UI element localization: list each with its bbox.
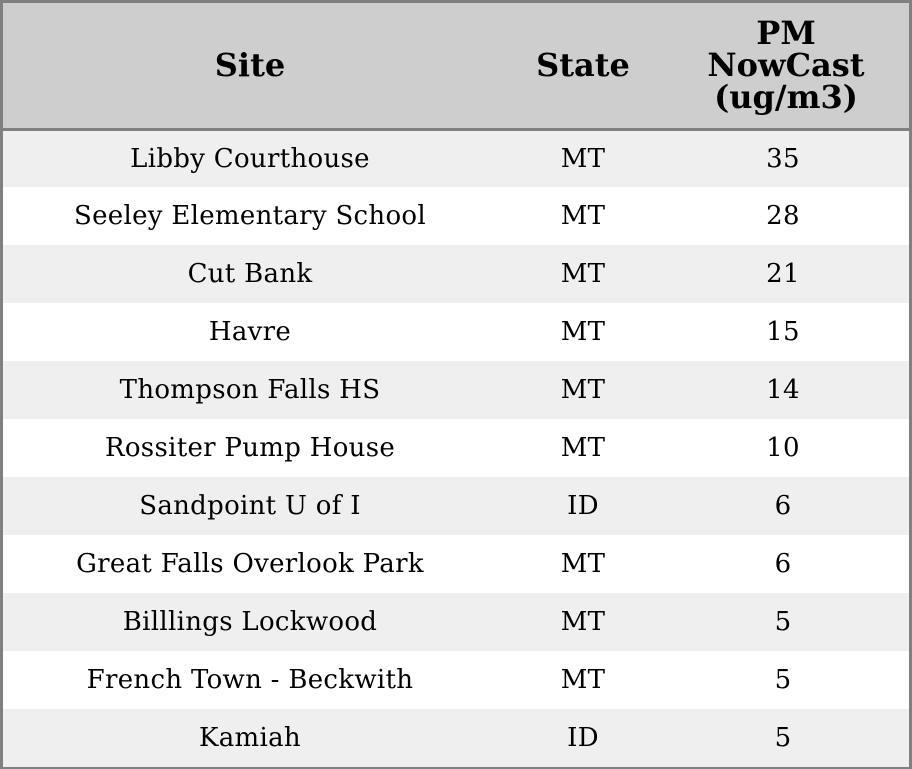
cell-site: French Town - Beckwith	[86, 665, 414, 695]
cell-pm: 6	[774, 549, 792, 579]
cell-state: MT	[560, 607, 606, 637]
cell-pm: 35	[766, 143, 800, 174]
cell-pm: 5	[774, 607, 792, 637]
header-site: Site	[3, 3, 497, 129]
cell-pm: 5	[774, 665, 792, 695]
pm-nowcast-table	[3, 3, 909, 767]
cell-state: MT	[560, 549, 606, 579]
table-row	[3, 593, 909, 651]
cell-site: Havre	[208, 317, 292, 347]
table-row	[3, 477, 909, 535]
cell-pm: 14	[766, 375, 800, 405]
cell-state: ID	[567, 491, 599, 521]
header-pm-line: (ug/m3)	[714, 78, 858, 117]
cell-state: MT	[560, 143, 606, 174]
cell-site: Libby Courthouse	[130, 143, 370, 174]
cell-state: MT	[560, 665, 606, 695]
cell-pm: 10	[766, 433, 800, 463]
header-pm-line: PM	[756, 14, 816, 53]
cell-site: Sandpoint U of I	[139, 491, 361, 521]
cell-state: MT	[560, 375, 606, 405]
cell-site: Seeley Elementary School	[74, 201, 426, 231]
cell-pm: 15	[766, 317, 800, 347]
table-row	[3, 651, 909, 709]
cell-site: Kamiah	[199, 723, 301, 753]
header-pm-line: NowCast	[707, 46, 865, 85]
cell-site: Great Falls Overlook Park	[76, 549, 424, 579]
table-row	[3, 709, 909, 767]
cell-state: MT	[560, 433, 606, 463]
cell-state: ID	[567, 723, 599, 753]
cell-state: MT	[560, 317, 606, 347]
cell-pm: 6	[774, 491, 792, 521]
header-state: State	[497, 3, 669, 129]
table-header	[3, 3, 909, 129]
cell-site: Thompson Falls HS	[119, 375, 381, 405]
header-row	[3, 3, 909, 129]
cell-site: Cut Bank	[187, 259, 313, 289]
table-body	[3, 129, 909, 767]
table-row	[3, 361, 909, 419]
table-row	[3, 129, 909, 187]
cell-pm: 28	[766, 201, 800, 231]
table-row	[3, 419, 909, 477]
cell-site: Rossiter Pump House	[104, 433, 396, 463]
table-row	[3, 535, 909, 593]
cell-pm: 5	[774, 723, 792, 753]
table-row	[3, 245, 909, 303]
table-row	[3, 303, 909, 361]
cell-pm: 21	[766, 259, 800, 289]
header-pm-nowcast	[669, 3, 909, 129]
cell-site: Billlings Lockwood	[122, 607, 378, 637]
cell-state: MT	[560, 201, 606, 231]
cell-state: MT	[560, 259, 606, 289]
table-row	[3, 187, 909, 245]
